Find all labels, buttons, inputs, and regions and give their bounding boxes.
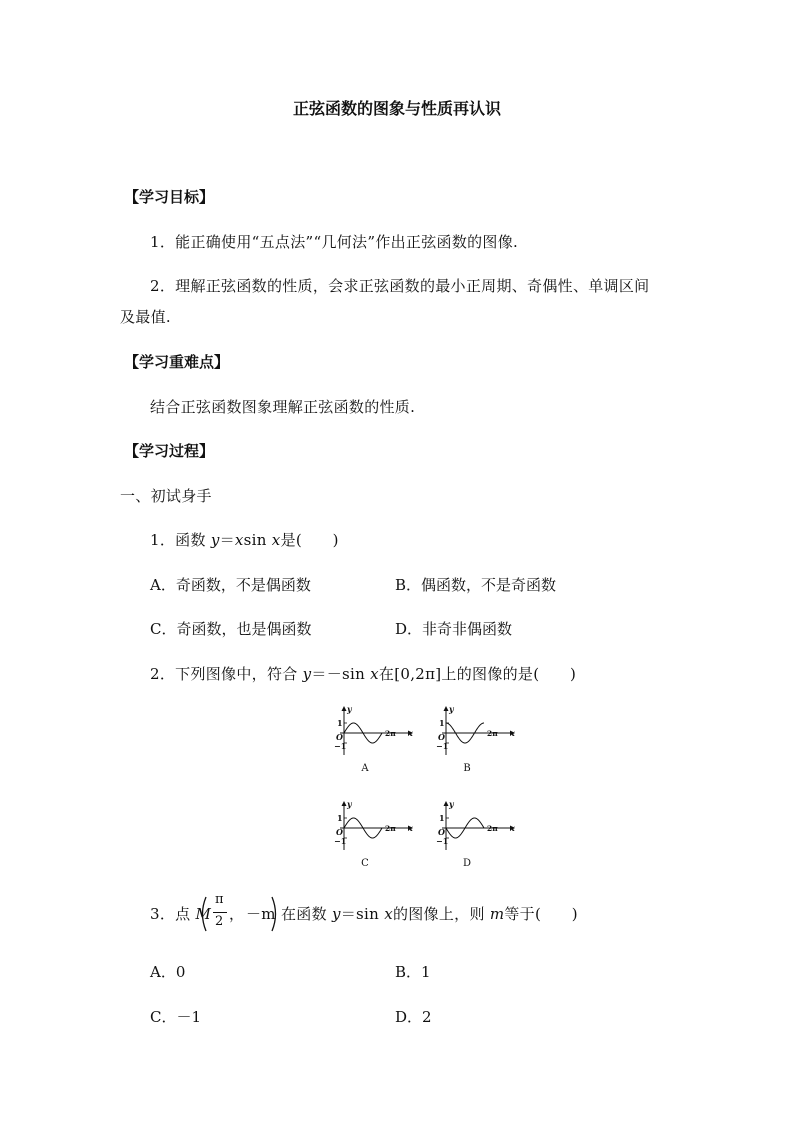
- part-one-heading: 一、初试身手: [120, 487, 212, 505]
- y-axis-arrow-icon: [444, 706, 449, 711]
- tick-label-two-pi: 2π: [487, 824, 498, 833]
- q2-suffix: 在[0,2π]上的图像的是( ): [378, 665, 577, 683]
- process-heading: 【学习过程】: [124, 442, 215, 460]
- tick-label-neg-one: −1: [334, 741, 347, 751]
- graph-option-d: [432, 800, 522, 860]
- y-axis-arrow-icon: [444, 801, 449, 806]
- q3-suffix-a: 的图像上，则: [392, 905, 490, 923]
- graph-label-d: D: [462, 858, 472, 869]
- question-1-stem: [150, 529, 339, 550]
- q3-mid: 在函数: [281, 905, 332, 923]
- q1-prefix: 1．函数: [150, 531, 211, 549]
- q3-left-paren: [198, 895, 208, 933]
- q3-option-a: A．0: [150, 963, 186, 981]
- axis-label-x: x: [510, 823, 515, 833]
- q1-option-a: A．奇函数，不是偶函数: [150, 576, 311, 594]
- y-axis-arrow-icon: [342, 706, 347, 711]
- tick-label-one: 1: [337, 813, 343, 823]
- page-title: 正弦函数的图象与性质再认识: [292, 99, 501, 118]
- q3-var-x: x: [384, 905, 393, 923]
- axis-label-x: x: [408, 728, 413, 738]
- axis-label-x: x: [408, 823, 413, 833]
- q1-option-d: D．非奇非偶函数: [395, 620, 513, 638]
- q1-var-y: y: [210, 531, 220, 549]
- q3-option-b: B．1: [395, 963, 431, 981]
- q3-frac-denominator: 2: [215, 914, 224, 929]
- axis-label-y: y: [449, 705, 454, 714]
- q3-option-d: D．2: [395, 1008, 432, 1026]
- q3-rest: [281, 903, 578, 924]
- q3-frac-bar: [213, 912, 227, 913]
- tick-label-one: 1: [439, 718, 445, 728]
- q3-eq: ＝sin: [340, 905, 385, 923]
- q3-option-c: C．－1: [150, 1008, 202, 1026]
- origin-label: O: [336, 827, 343, 837]
- key-points-text: 结合正弦函数图象理解正弦函数的性质.: [150, 398, 416, 416]
- q1-sin: sin: [243, 531, 272, 549]
- graph-label-c: C: [361, 858, 369, 869]
- q1-option-c: C．奇函数，也是偶函数: [150, 620, 312, 638]
- q1-suffix: 是( ): [280, 531, 339, 549]
- tick-label-neg-one: −1: [436, 741, 449, 751]
- tick-label-neg-one: −1: [334, 836, 347, 846]
- tick-label-one: 1: [337, 718, 343, 728]
- graph-option-c: [330, 800, 420, 860]
- q1-option-b: B．偶函数，不是奇函数: [395, 576, 557, 594]
- q3-var-m: m: [489, 905, 505, 923]
- y-axis-arrow-icon: [342, 801, 347, 806]
- graph-label-b: B: [463, 763, 471, 774]
- q2-mid: ＝－sin: [311, 665, 371, 683]
- axis-label-x: x: [510, 728, 515, 738]
- q1-var-x1: x: [234, 531, 244, 549]
- origin-label: O: [336, 732, 343, 742]
- axis-label-y: y: [347, 705, 352, 714]
- origin-label: O: [438, 827, 445, 837]
- q2-var-x: x: [370, 665, 379, 683]
- goal-item-1: 1．能正确使用“五点法”“几何法”作出正弦函数的图像.: [150, 233, 519, 251]
- tick-label-two-pi: 2π: [385, 824, 396, 833]
- tick-label-neg-one: −1: [436, 836, 449, 846]
- q3-var-y: y: [331, 905, 341, 923]
- tick-label-two-pi: 2π: [385, 729, 396, 738]
- q3-comma: ，: [229, 905, 245, 923]
- goal-item-2-line2: 及最值.: [120, 308, 171, 326]
- q3-suffix-b: 等于( ): [504, 905, 578, 923]
- goal-item-2-line1: 2．理解正弦函数的性质，会求正弦函数的最小正周期、奇偶性、单调区间: [150, 277, 650, 295]
- q1-var-x2: x: [271, 531, 281, 549]
- q3-frac-numerator: π: [215, 892, 224, 907]
- q2-var-y: y: [302, 665, 312, 683]
- axis-label-y: y: [347, 800, 352, 809]
- question-2-stem: [150, 663, 576, 684]
- q3-right-paren: [270, 895, 280, 933]
- graph-label-a: A: [361, 763, 369, 774]
- graph-option-b: [432, 705, 522, 765]
- q1-eq: ＝: [219, 531, 235, 549]
- q2-prefix: 2．下列图像中，符合: [150, 665, 303, 683]
- q3-point-m: M: [195, 905, 212, 923]
- axis-label-y: y: [449, 800, 454, 809]
- tick-label-one: 1: [439, 813, 445, 823]
- q3-prefix: 3．点: [150, 905, 196, 923]
- goals-heading: 【学习目标】: [124, 188, 215, 206]
- q3-neg-m-text: －m: [246, 905, 276, 923]
- key-points-heading: 【学习重难点】: [124, 353, 230, 371]
- tick-label-two-pi: 2π: [487, 729, 498, 738]
- graph-option-a: [330, 705, 420, 765]
- origin-label: O: [438, 732, 445, 742]
